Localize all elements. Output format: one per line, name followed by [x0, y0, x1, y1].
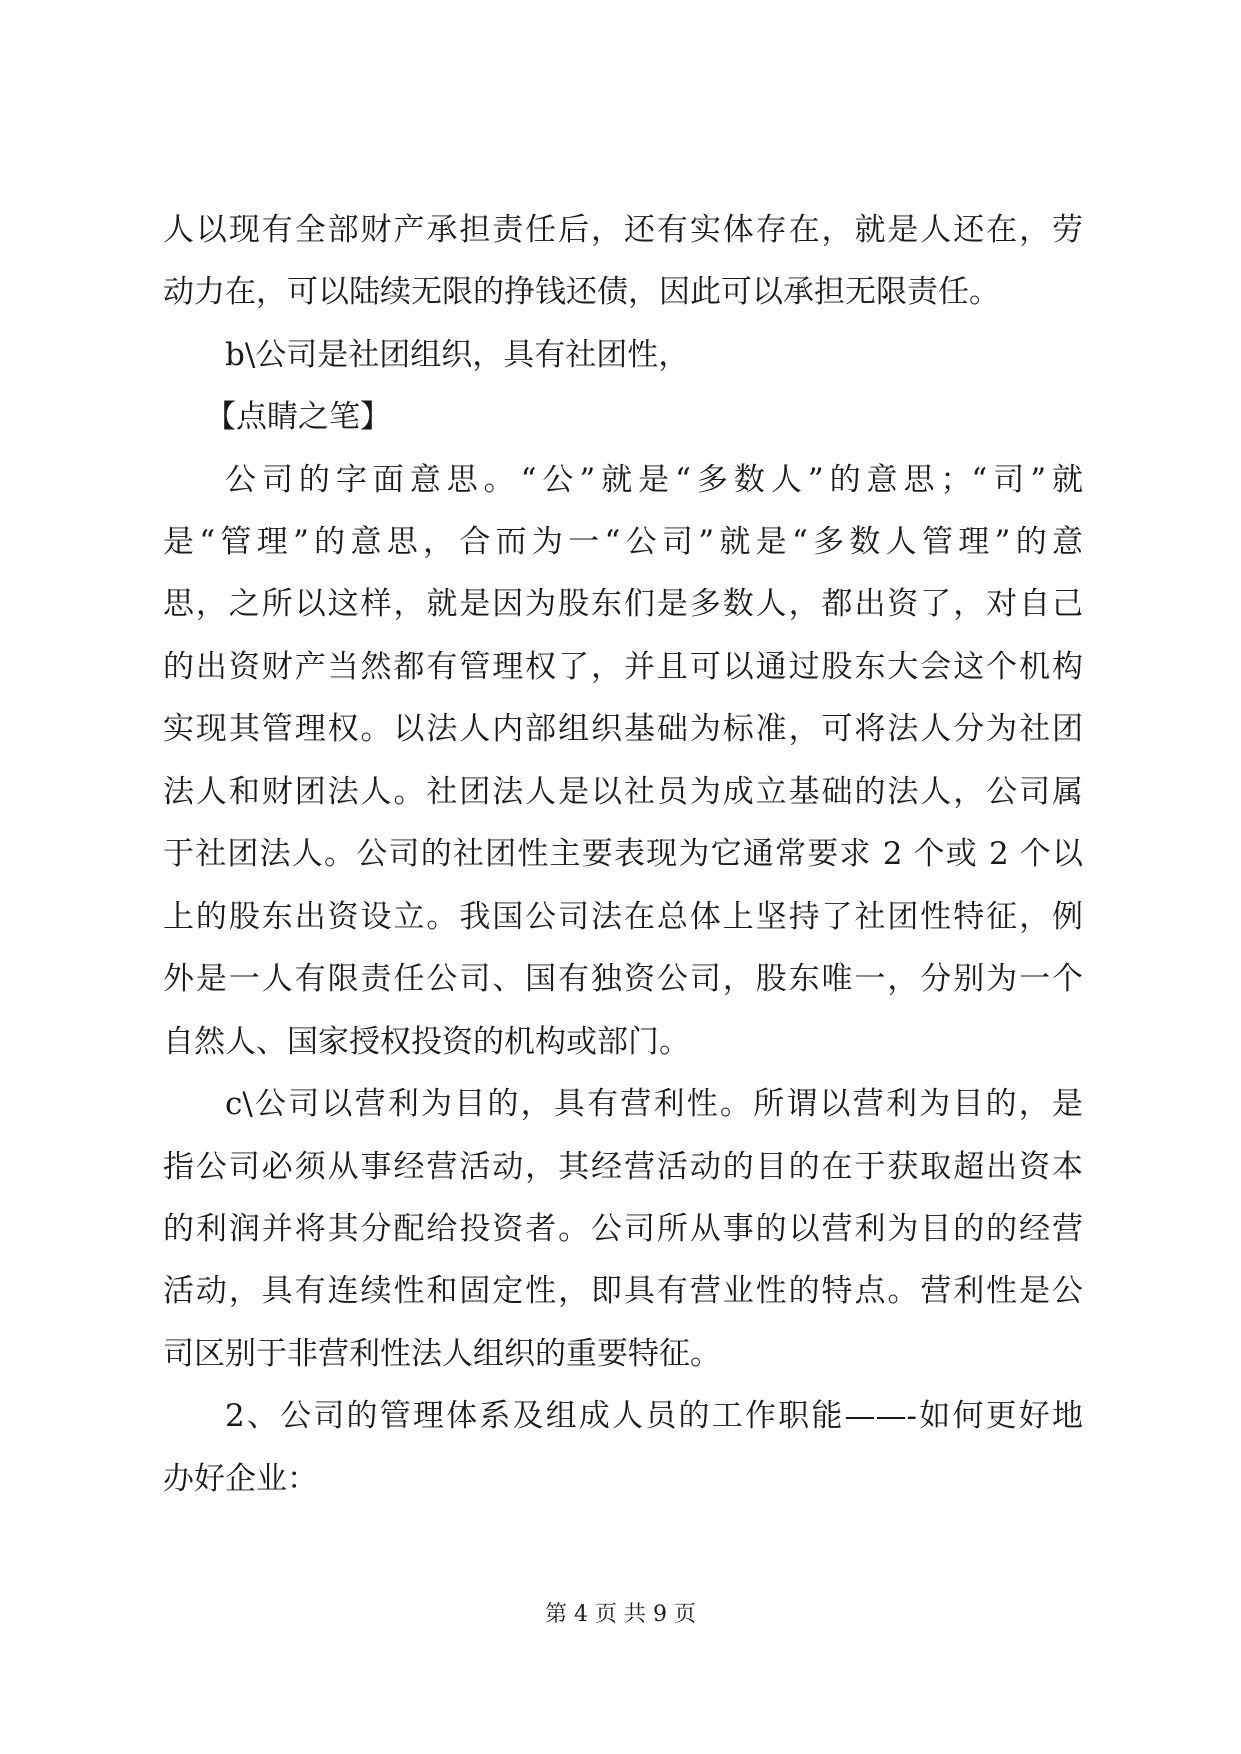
paragraph-b-heading: b\公司是社团组织，具有社团性， [225, 337, 690, 373]
body-text-line: 外是一人有限责任公司、国有独资公司，股东唯一，分别为一个 [163, 961, 1083, 997]
body-text-line: 思，之所以这样，就是因为股东们是多数人，都出资了，对自己 [163, 586, 1083, 622]
body-text-line: 指公司必须从事经营活动，其经营活动的目的在于获取超出资本 [163, 1149, 1083, 1185]
page-number-footer: 第 4 页 共 9 页 [545, 1602, 696, 1627]
body-text-line: 活动，具有连续性和固定性，即具有营业性的特点。营利性是公 [163, 1273, 1083, 1309]
body-text-line: 公司的字面意思。“公”就是“多数人”的意思；“司”就 [225, 462, 1083, 498]
body-text-line: 实现其管理权。以法人内部组织基础为标准，可将法人分为社团 [163, 711, 1083, 747]
body-text-line: 法人和财团法人。社团法人是以社员为成立基础的法人，公司属 [163, 774, 1083, 810]
body-text-line: 动力在，可以陆续无限的挣钱还债，因此可以承担无限责任。 [163, 274, 1000, 310]
body-text-line: 的利润并将其分配给投资者。公司所从事的以营利为目的的经营 [163, 1211, 1083, 1247]
body-text-line: 的出资财产当然都有管理权了，并且可以通过股东大会这个机构 [163, 649, 1083, 685]
body-text-line: 上的股东出资设立。我国公司法在总体上坚持了社团性特征，例 [163, 899, 1083, 935]
body-text-line: 是“管理”的意思，合而为一“公司”就是“多数人管理”的意 [163, 524, 1083, 560]
section-2-heading: 2、公司的管理体系及组成人员的工作职能——-如何更好地 [225, 1398, 1083, 1434]
paragraph-c-heading: c\公司以营利为目的，具有营利性。所谓以营利为目的，是 [225, 1086, 1083, 1122]
highlight-heading: 【点睛之笔】 [205, 399, 391, 435]
body-text-line: 办好企业： [163, 1461, 318, 1497]
body-text-line: 自然人、国家授权投资的机构或部门。 [163, 1024, 690, 1060]
body-text-line: 于社团法人。公司的社团性主要表现为它通常要求 2 个或 2 个以 [163, 836, 1083, 872]
body-text-line: 司区别于非营利性法人组织的重要特征。 [163, 1336, 721, 1372]
body-text-line: 人以现有全部财产承担责任后，还有实体存在，就是人还在，劳 [163, 212, 1083, 248]
